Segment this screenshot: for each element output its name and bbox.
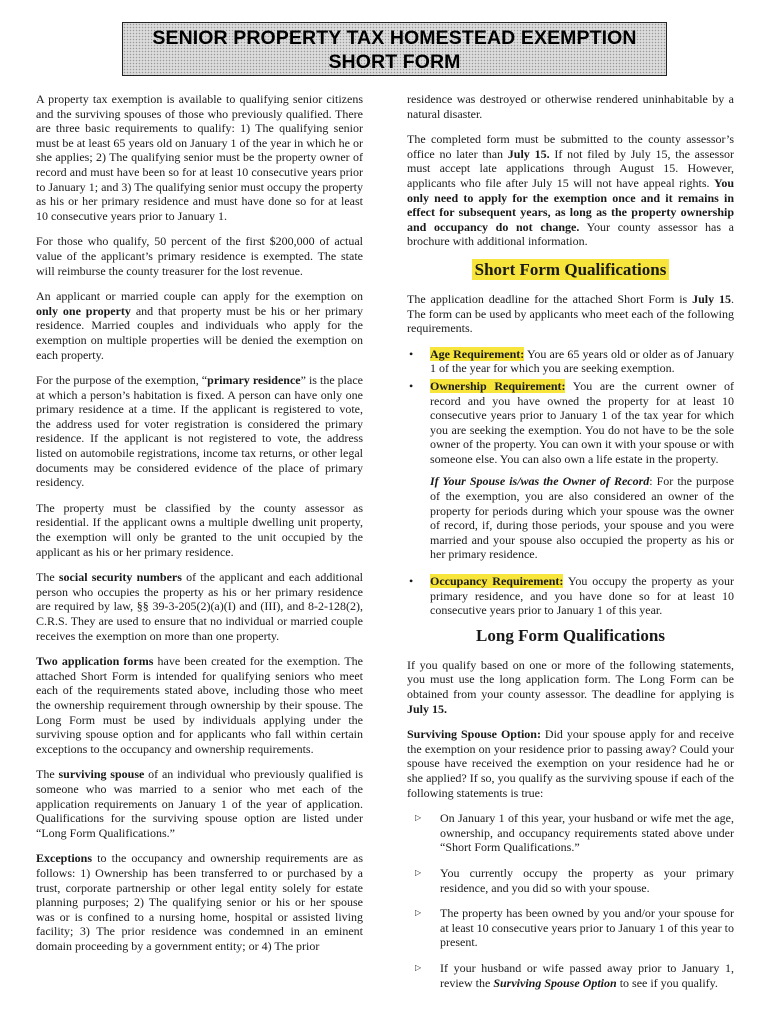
short-form-intro: The application deadline for the attached Short Form is July 15. The form can be used by applicants who meet each of the following requirements. [407,291,734,336]
primary-residence-paragraph: For the purpose of the exemption, “primary residence” is the place at which a person’s habitation is fixed. A person can have only one primary residence at a time. If the applicant is registered to vote, the address used for voter registration is considered the primary residence. If the applicant is not registered to vote, the address listed on automobile registrations, income tax returns, or other legal documents may be considered evidence of the place of primary residency. [36,373,363,490]
left-column [36,92,363,964]
bullet-icon: • [409,346,414,361]
condition-item: ▷ If your husband or wife passed away prior to January 1, review the Surviving Spouse Option to see if you qualify. [415,960,734,990]
arrow-bullet-icon: ▷ [415,867,422,877]
title-banner [122,22,667,76]
exceptions-paragraph: Exceptions to the occupancy and ownership requirements are as follows: 1) Ownership has been transferred to or purchased by a trust, corporate partnership or other legal entity solely for estate planning purposes; 2) The qualifying senior or his or her spouse was or is confined to a nursing home, hospital or assisted living facility; 3) The prior residence was condemned in an eminent domain proceeding by a government entity; or 4) The prior [36,851,363,953]
exemption-value-paragraph: For those who qualify, 50 percent of the first $200,000 of actual value of the applicant’s primary residence is exempted. The state will reimburse the county treasurer for the lost revenue. [36,234,363,278]
title-line-2: SHORT FORM [328,51,461,73]
surviving-spouse-option-paragraph: Surviving Spouse Option: Did your spouse apply for and receive the exemption on your residence prior to passing away? Could your spouse have received the exemption on your residence had he or she applied? If so, you qualify as the surviving spouse if each of the following statements is true: [407,727,734,800]
natural-disaster-paragraph: residence was destroyed or otherwise rendered uninhabitable by a natural disaster. [407,92,734,121]
condition-item: ▷ On January 1 of this year, your husband or wife met the age, ownership, and occupancy requirements stated above under “Short Form Qualifications.” [415,811,734,855]
deadline-paragraph: The completed form must be submitted to the county assessor’s office no later than July 15. If not filed by July 15, the assessor must accept late applications through August 15. However, applicants who file after July 15 will not have appeal rights. You only need to apply for the exemption once and it remains in effect for subsequent years, as long as the property ownership and occupancy do not change. Your county assessor has a brochure with additional information. [407,132,735,249]
surviving-spouse-paragraph: The surviving spouse of an individual who previously qualified is someone who was married to a senior who met each of the application requirements on January 1 of the year of application. Qualifications for the surviving spouse option are listed under “Long Form Qualifications.” [36,767,364,840]
bullet-icon: • [409,574,414,589]
condition-item: ▷ You currently occupy the property as your primary residence, and you did so with your spouse. [415,865,734,895]
long-form-intro: If you qualify based on one or more of the following statements, you must use the long application form. The Long Form can be obtained from your county assessor. The deadline for applying is July 15. [407,657,734,716]
right-column [407,92,734,1001]
long-form-heading: Long Form Qualifications [476,625,665,645]
title-line-1: SENIOR PROPERTY TAX HOMESTEAD EXEMPTION [152,27,637,49]
arrow-bullet-icon: ▷ [415,813,422,823]
short-form-heading: Short Form Qualifications [407,260,734,280]
condition-item: ▷ The property has been owned by you and/or your spouse for at least 10 consecutive years prior to January 1 of this year to present. [415,906,734,950]
arrow-bullet-icon: ▷ [415,908,422,918]
spouse-owner-paragraph: If Your Spouse is/was the Owner of Record: For the purpose of the exemption, you are also considered an owner of the property for periods during which your spouse was the owner of record, if, during those periods, your spouse and you were married and your spouse also occupied the property as his or her primary residence. [430,474,734,562]
ssn-paragraph: The social security numbers of the applicant and each additional person who occupies the property as his or her primary residence are required by law, §§ 39-3-205(2)(a)(I) and (III), and 8-2-128(2), C.R.S. They are used to ensure that no individual or married couple receives the exemption on more than one property. [36,570,364,643]
one-property-paragraph: An applicant or married couple can apply for the exemption on only one property and that property must be his or her primary residence. Married couples and individuals who apply for the exemption on multiple properties will be denied the exemption on each property. [36,289,363,362]
classification-paragraph: The property must be classified by the county assessor as residential. If the applicant owns a multiple dwelling unit property, the exemption will only be granted to the unit occupied by the applicant as his or her primary residence. [36,500,363,559]
application-forms-paragraph: Two application forms have been created for the exemption. The attached Short Form is intended for qualifying seniors who meet each of the requirements stated above, including those who meet the ownership requirement through ownership by their spouse. The Long Form must be used by individuals applying under the surviving spouse option and for applicants who fall within certain exceptions to the occupancy and ownership requirements. [36,654,363,756]
intro-paragraph: A property tax exemption is available to qualifying senior citizens and the surviving spouses of those who previously qualified. There are three basic requirements to qualify: 1) The qualifying senior must be at least 65 years old on January 1 of the year in which he or she applies; 2) The qualifying senior must be the property owner of record and must have been so for at least 10 consecutive years prior to January 1; and 3) The qualifying senior must occupy the property as his or her primary residence and must have done so for at least 10 consecutive years prior to January 1. [36,92,363,223]
ownership-requirement-item: • Ownership Requirement: You are the current owner of record and you have owned the property for at least 10 consecutive years prior to January 1 of the tax year for which you are seeking the exemption. You do not have to be the sole owner of the property. You can own it with your spouse or with someone else. You can also own a life estate in the property. [409,378,734,466]
bullet-icon: • [409,378,414,393]
short-form-requirements [407,347,734,467]
arrow-bullet-icon: ▷ [415,962,422,972]
surviving-spouse-conditions [407,811,734,990]
age-requirement-item: • Age Requirement: You are 65 years old or older as of January 1 of the year for which you are seeking exemption. [409,346,734,376]
occupancy-requirement-item: • Occupancy Requirement: You occupy the property as your primary residence, and you have done so for at least 10 consecutive years prior to January 1 of this year. [409,574,734,618]
occupancy-requirements [407,574,734,618]
